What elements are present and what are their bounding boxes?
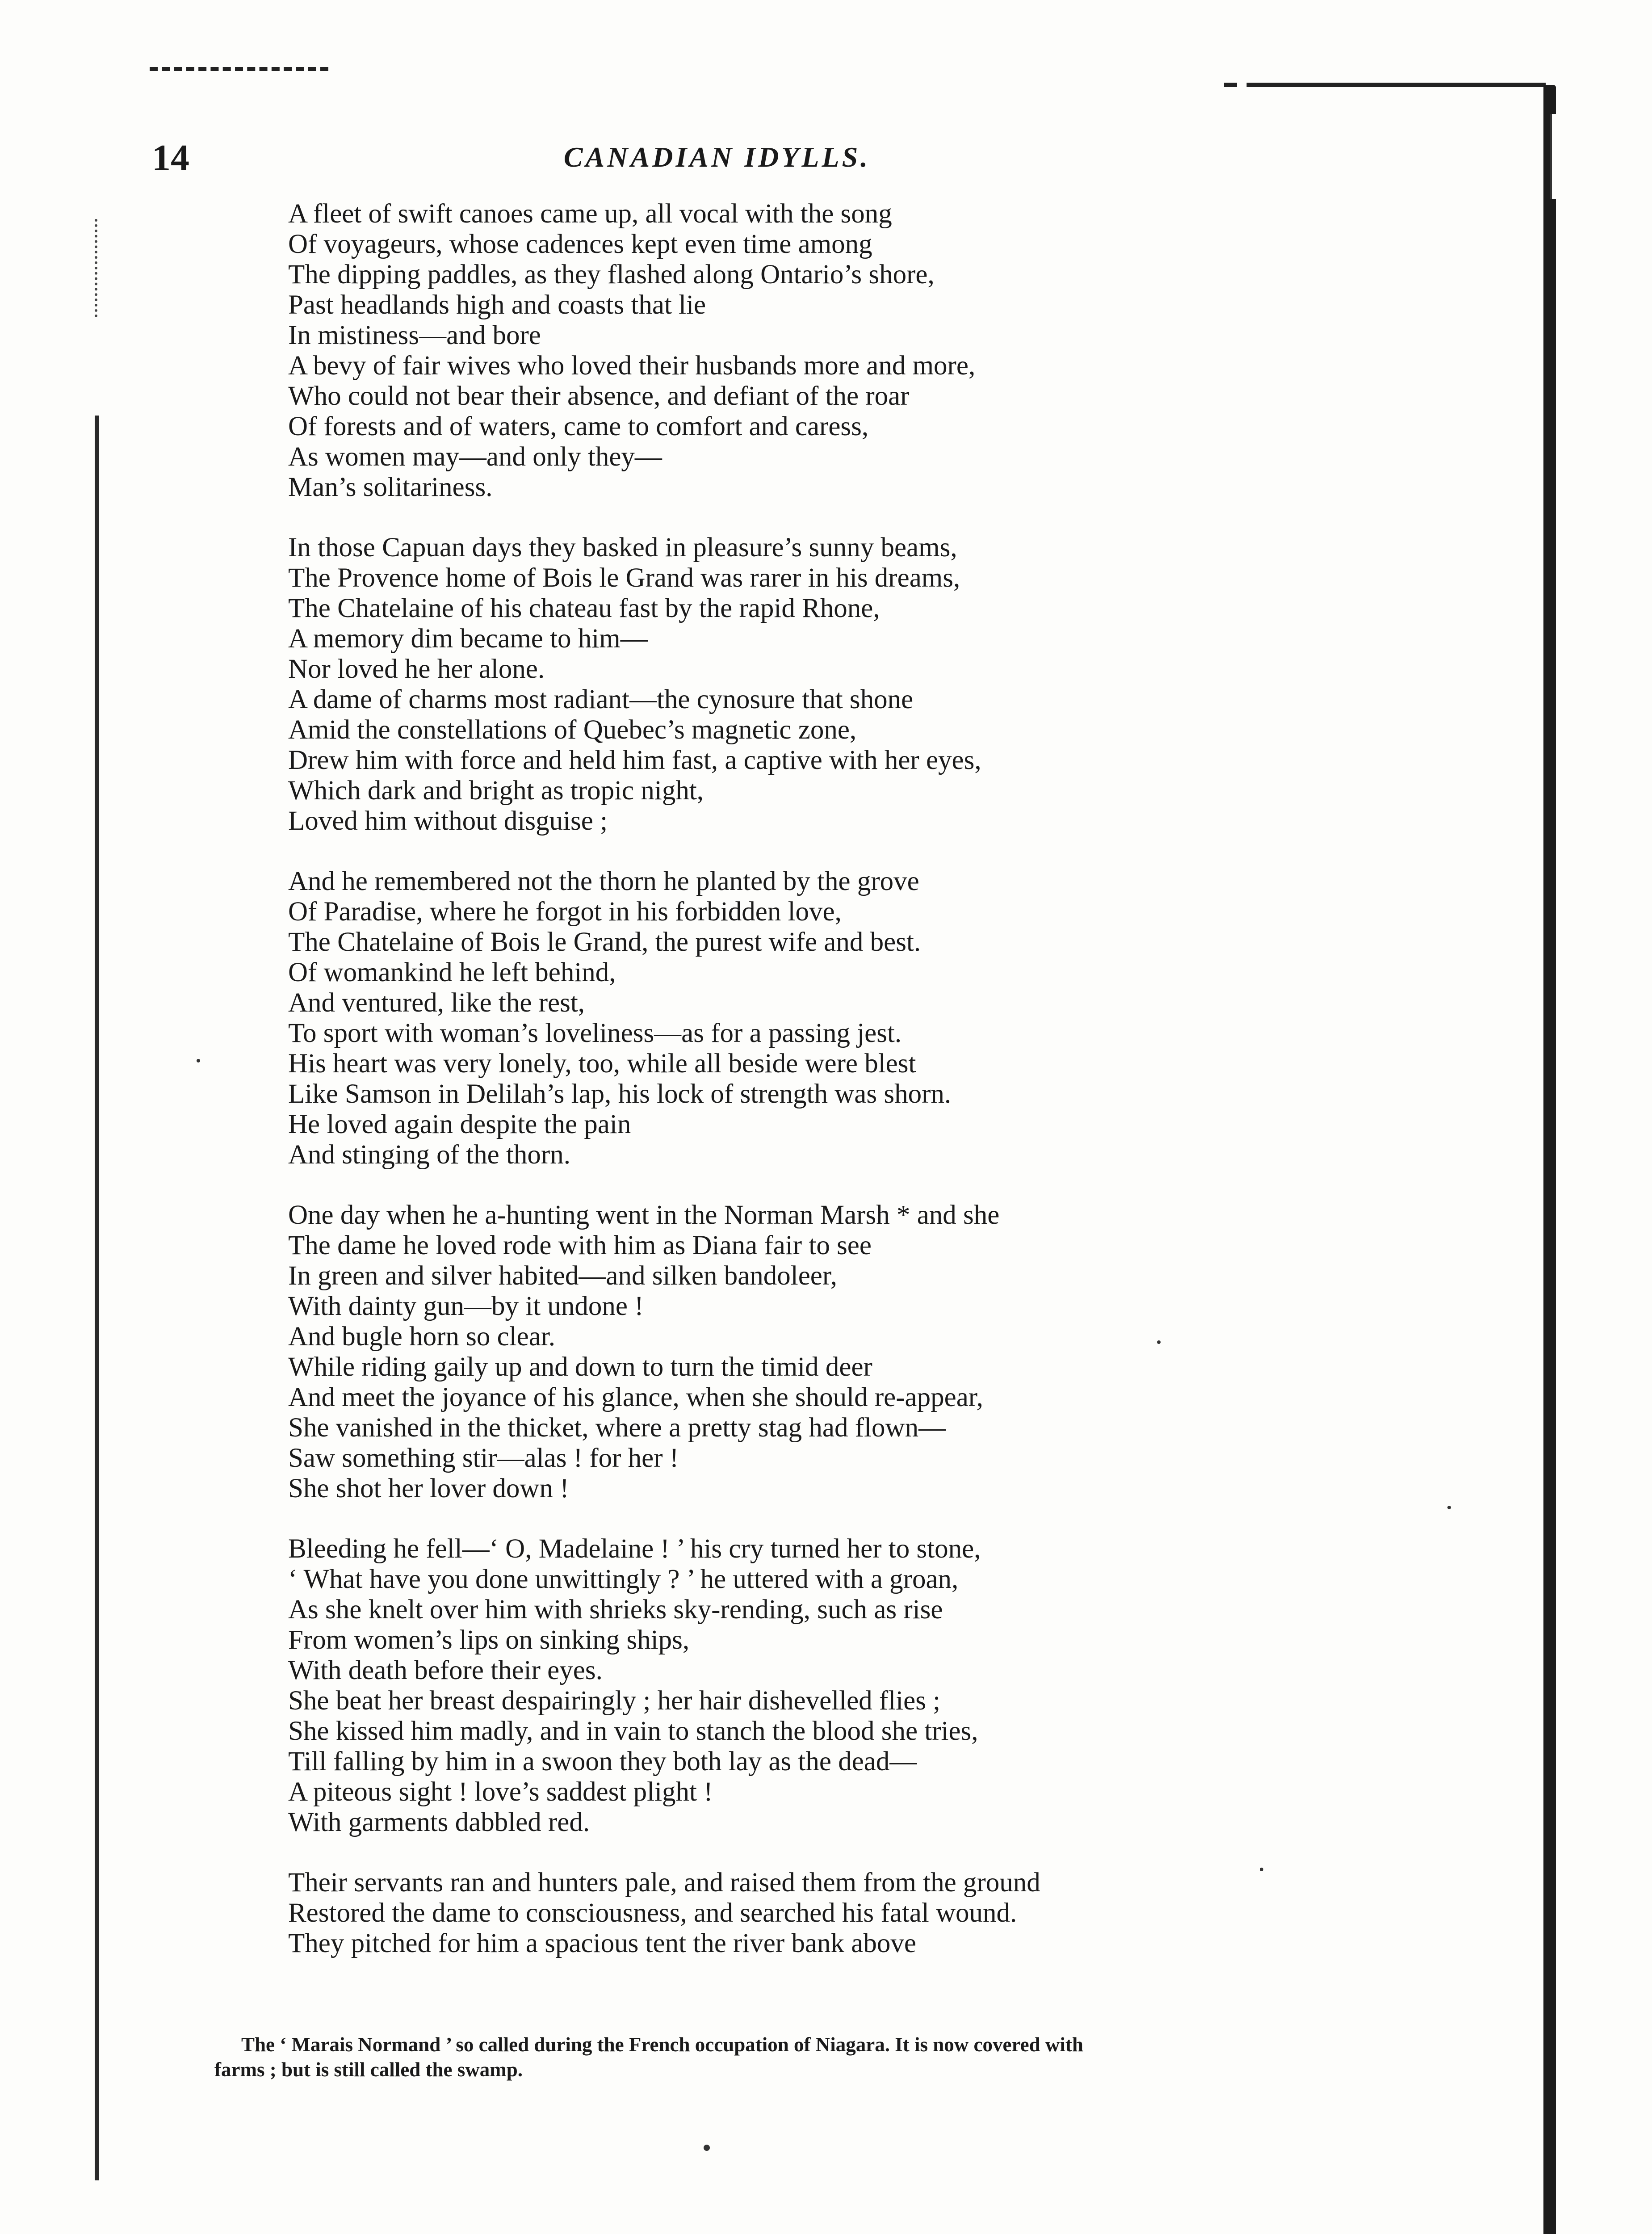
poem-line: Restored the dame to consciousness, and searched his fatal wound. xyxy=(288,1898,1017,1928)
poem-line: Which dark and bright as tropic night, xyxy=(288,776,704,806)
poem-line: A dame of charms most radiant—the cynosure that shone xyxy=(288,684,914,714)
poem-line: Drew him with force and held him fast, a captive with her eyes, xyxy=(288,745,981,775)
poem-line: To sport with woman’s loveliness—as for a passing jest. xyxy=(288,1018,902,1048)
poem-line: In mistiness—and bore xyxy=(288,320,541,350)
poem-line: Till falling by him in a swoon they both lay as the dead— xyxy=(288,1747,917,1776)
ink-speck xyxy=(704,2145,710,2151)
page-number: 14 xyxy=(152,137,189,179)
poem-line: And ventured, like the rest, xyxy=(288,988,585,1018)
top-right-rule xyxy=(1224,83,1546,87)
poem-line: In green and silver habited—and silken bandoleer, xyxy=(288,1261,837,1291)
poem-line: Loved him without disguise ; xyxy=(288,806,608,836)
poem-line: Of voyageurs, whose cadences kept even time among xyxy=(288,229,872,259)
binding-edge-left xyxy=(95,416,99,2180)
poem-line: A memory dim became to him— xyxy=(288,624,648,654)
binding-dots-left xyxy=(95,219,100,317)
poem-line: Nor loved he her alone. xyxy=(288,654,545,684)
footnote-line: The ‘ Marais Normand ’ so called during the French occupation of Niagara. It is now covered with xyxy=(241,2033,1083,2056)
poem-line: He loved again despite the pain xyxy=(288,1109,631,1139)
top-left-rule xyxy=(150,67,328,71)
poem-line: His heart was very lonely, too, while all beside were blest xyxy=(288,1049,916,1079)
poem-line: She vanished in the thicket, where a pretty stag had flown— xyxy=(288,1413,946,1443)
poem-line: Bleeding he fell—‘ O, Madelaine ! ’ his cry turned her to stone, xyxy=(288,1534,981,1564)
poem-line: With garments dabbled red. xyxy=(288,1807,590,1837)
footnote-line: farms ; but is still called the swamp. xyxy=(214,2058,523,2081)
poem-line: Their servants ran and hunters pale, and raised them from the ground xyxy=(288,1868,1040,1898)
poem-line: Saw something stir—alas ! for her ! xyxy=(288,1443,679,1473)
poem-line: While riding gaily up and down to turn the timid deer xyxy=(288,1352,872,1382)
poem-line: In those Capuan days they basked in pleasure’s sunny beams, xyxy=(288,533,957,563)
footnote xyxy=(214,2032,1287,2082)
ink-speck xyxy=(197,1059,200,1062)
stanza xyxy=(288,866,1530,1170)
poem-line: ‘ What have you done unwittingly ? ’ he uttered with a groan, xyxy=(288,1564,959,1594)
poem-line: Who could not bear their absence, and defiant of the roar xyxy=(288,381,910,411)
poem-line: Of forests and of waters, came to comfort and caress, xyxy=(288,412,869,441)
poem-line: The Chatelaine of Bois le Grand, the purest wife and best. xyxy=(288,927,921,957)
poem-line: With death before their eyes. xyxy=(288,1655,603,1685)
poem-line: A bevy of fair wives who loved their husbands more and more, xyxy=(288,351,976,381)
poem-line: Of womankind he left behind, xyxy=(288,957,616,987)
poem-line: And stinging of the thorn. xyxy=(288,1140,570,1170)
poem-line: The Provence home of Bois le Grand was rarer in his dreams, xyxy=(288,563,960,593)
poem-line: And meet the joyance of his glance, when she should re-appear, xyxy=(288,1382,983,1412)
running-head: CANADIAN IDYLLS. xyxy=(563,141,871,173)
poem-line: A piteous sight ! love’s saddest plight ! xyxy=(288,1777,713,1807)
stanza xyxy=(288,533,1530,836)
poem-line: From women’s lips on sinking ships, xyxy=(288,1625,690,1655)
poem-line: She beat her breast despairingly ; her hair dishevelled flies ; xyxy=(288,1686,941,1716)
poem-line: A fleet of swift canoes came up, all vocal with the song xyxy=(288,199,892,229)
stanza xyxy=(288,1200,1530,1504)
poem-line: She shot her lover down ! xyxy=(288,1474,569,1503)
poem-line: The dipping paddles, as they flashed along Ontario’s shore, xyxy=(288,260,935,290)
stanza xyxy=(288,1534,1530,1838)
poem-line: Amid the constellations of Quebec’s magnetic zone, xyxy=(288,715,857,745)
poem-line: She kissed him madly, and in vain to stanch the blood she tries, xyxy=(288,1716,978,1746)
poem-line: The Chatelaine of his chateau fast by the rapid Rhone, xyxy=(288,593,880,623)
binding-notch xyxy=(1550,114,1562,199)
poem-body xyxy=(288,199,1530,1989)
binding-edge-right xyxy=(1543,85,1556,2234)
poem-line: The dame he loved rode with him as Diana fair to see xyxy=(288,1230,872,1260)
poem-line: One day when he a-hunting went in the Norman Marsh * and she xyxy=(288,1200,1000,1230)
poem-line: As women may—and only they— xyxy=(288,442,662,472)
stanza xyxy=(288,199,1530,503)
poem-line: As she knelt over him with shrieks sky-rending, such as rise xyxy=(288,1595,943,1625)
poem-line: Like Samson in Delilah’s lap, his lock of strength was shorn. xyxy=(288,1079,952,1109)
page-header xyxy=(152,136,1282,185)
poem-line: And bugle horn so clear. xyxy=(288,1322,555,1352)
poem-line: Man’s solitariness. xyxy=(288,472,493,502)
poem-line: Past headlands high and coasts that lie xyxy=(288,290,706,320)
poem-line: Of Paradise, where he forgot in his forbidden love, xyxy=(288,897,842,927)
poem-line: They pitched for him a spacious tent the river bank above xyxy=(288,1928,916,1958)
poem-line: And he remembered not the thorn he planted by the grove xyxy=(288,866,919,896)
stanza xyxy=(288,1868,1530,1959)
poem-line: With dainty gun—by it undone ! xyxy=(288,1291,644,1321)
